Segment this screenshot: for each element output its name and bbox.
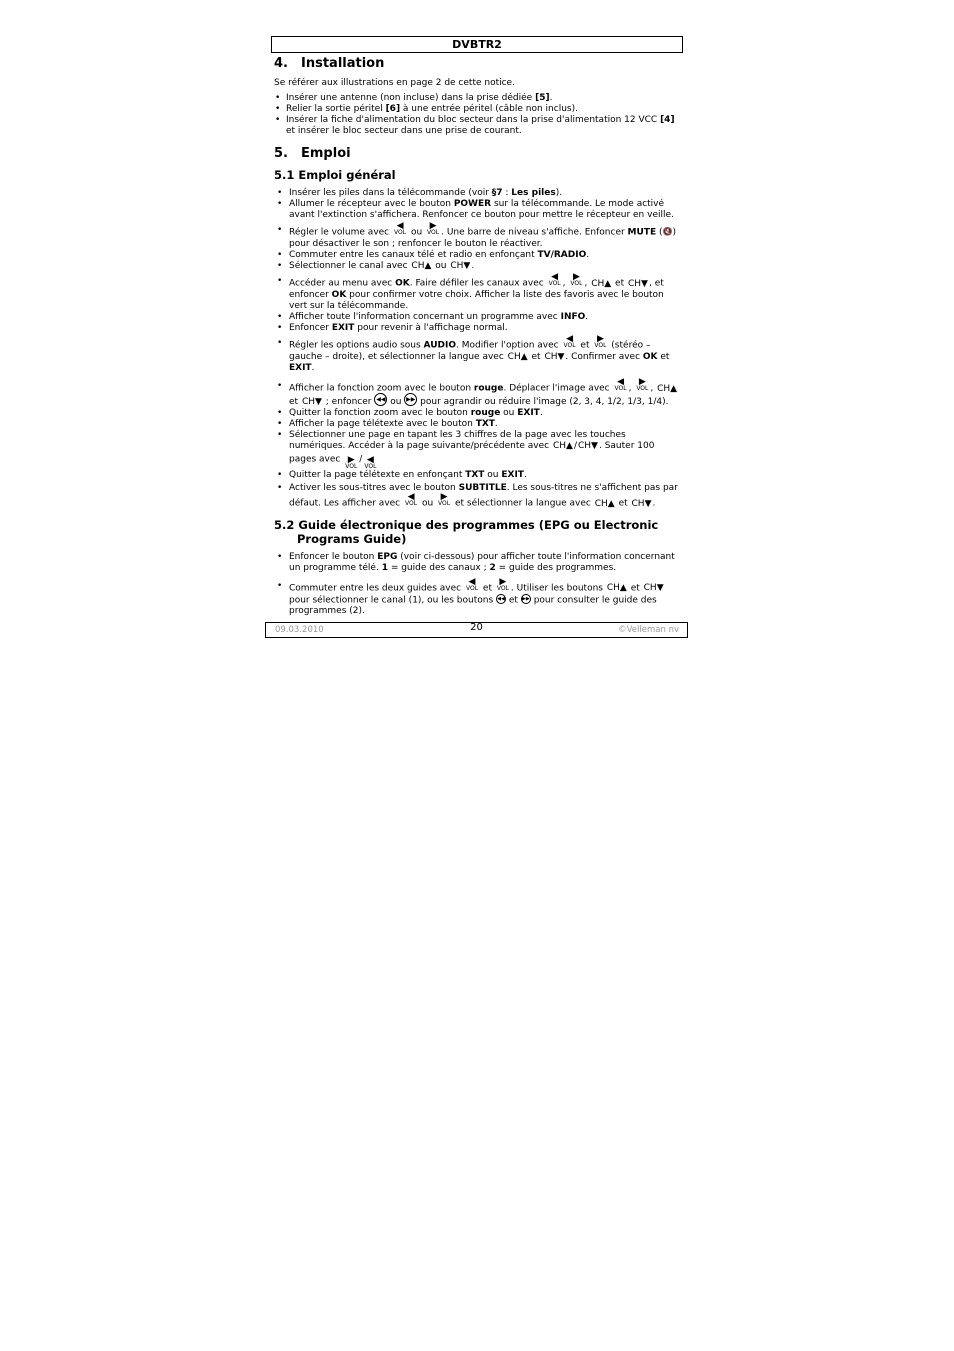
vol-left-icon: ◀ VOL bbox=[563, 334, 576, 349]
vol-right-icon: ▶ VOL bbox=[345, 455, 358, 470]
fast-forward-icon: ▶▶ bbox=[404, 393, 417, 406]
vol-right-icon: ▶ VOL bbox=[636, 377, 649, 392]
ch-up-icon: CH▲ bbox=[606, 583, 627, 593]
section-4-intro: Se référer aux illustrations en page 2 de cette notice. bbox=[274, 78, 515, 88]
section-5-1-list bbox=[271, 188, 683, 512]
ch-up-icon: CH▲ bbox=[591, 278, 612, 289]
ch-down-icon: CH▼ bbox=[301, 397, 322, 407]
vol-left-icon: ◀ VOL bbox=[548, 272, 561, 287]
list-item: • Relier la sortie péritel [6] à une entrée péritel (câble non inclus). bbox=[271, 104, 683, 115]
list-item: • Insérer les piles dans la télécommande (voir §7 : Les piles). bbox=[271, 188, 683, 199]
list-item: • Afficher toute l'information concernant un programme avec INFO. bbox=[271, 312, 683, 323]
list-item: • Quitter la page télétexte en enfonçant TXT ou EXIT. bbox=[271, 470, 683, 481]
vol-left-icon: ◀ VOL bbox=[394, 221, 407, 236]
vol-left-icon: ◀ VOL bbox=[405, 492, 418, 507]
ch-down-icon: CH▼ bbox=[544, 352, 565, 362]
ch-down-icon: CH▼ bbox=[631, 498, 652, 509]
vol-left-icon: ◀ VOL bbox=[364, 455, 377, 470]
ch-up-icon: CH▲ bbox=[594, 498, 615, 509]
list-item: • Commuter entre les canaux télé et radio en enfonçant TV/RADIO. bbox=[271, 250, 683, 261]
ch-down-icon: CH▼ bbox=[643, 583, 664, 593]
ch-down-icon: CH▼ bbox=[450, 261, 471, 271]
list-item: • Quitter la fonction zoom avec le bouton rouge ou EXIT. bbox=[271, 408, 683, 419]
section-5-heading: 5. Emploi bbox=[274, 146, 351, 161]
list-item: • Activer les sous-titres avec le bouton SUBTITLE. Les sous-titres ne s'affichent pas par défaut. Les afficher avec ◀ VOL ou ▶ VOL et sélectionner la langue avec CH▲ et CH▼. bbox=[271, 481, 683, 512]
ch-up-icon: CH▲ bbox=[411, 261, 432, 271]
list-item: • Sélectionner une page en tapant les 3 chiffres de la page avec les touches numériques. Accéder à la page suivante/précédente avec CH▲/CH▼. Sauter 100 pages avec ▶ VOL/ ◀ VOL bbox=[271, 430, 683, 466]
list-item: • Allumer le récepteur avec le bouton POWER sur la télécommande. Le mode activé avant l'extinction s'affichera. Renfoncer ce bouton pour mettre le récepteur en veille. bbox=[271, 199, 683, 221]
section-4-heading: 4. Installation bbox=[274, 56, 385, 71]
list-item: • Insérer une antenne (non incluse) dans la prise dédiée [5]. bbox=[271, 93, 683, 104]
rewind-icon: ◀◀ bbox=[497, 595, 505, 602]
page bbox=[271, 36, 683, 622]
section-5-2-heading: 5.2 Guide électronique des programmes (EPG ou Electronic Programs Guide) bbox=[274, 517, 659, 546]
page-header bbox=[271, 36, 683, 53]
ch-up-icon: CH▲ bbox=[507, 352, 528, 362]
list-item: • Enfoncer EXIT pour revenir à l'affichage normal. bbox=[271, 323, 683, 334]
section-5-1-heading: 5.1 Emploi général bbox=[274, 168, 396, 182]
header-title: DVBTR2 bbox=[452, 38, 502, 51]
list-item: • Enfoncer le bouton EPG (voir ci-dessous) pour afficher toute l'information concernant un programme télé. 1 = guide des canaux ; 2 = guide des programmes. bbox=[271, 552, 683, 574]
vol-left-icon: ◀ VOL bbox=[465, 576, 479, 592]
mute-icon: 🔇 bbox=[662, 227, 673, 236]
page-number: 20 bbox=[470, 622, 483, 633]
vol-right-icon: ▶ VOL bbox=[594, 334, 607, 349]
page-footer bbox=[265, 622, 688, 638]
ch-down-icon: CH▼ bbox=[578, 441, 598, 451]
list-item: • Afficher la fonction zoom avec le bouton rouge. Déplacer l'image avec ◀ VOL , ▶ VOL , CH▲ et CH▼ ; enfoncer ◀◀ ou ▶▶ pour agrandir ou réduire l'image (2, 3, 4, 1/2, 1/3, 1/4). bbox=[271, 381, 683, 408]
list-item: • Accéder au menu avec OK. Faire défiler les canaux avec ◀ VOL , ▶ VOL , CH▲ et CH▼, et enfoncer OK pour confirmer votre choix. Afficher la liste des favoris avec le bouton vert sur la télécommande. bbox=[271, 276, 683, 312]
ch-down-icon: CH▼ bbox=[627, 278, 648, 289]
vol-left-icon: ◀ VOL bbox=[614, 377, 627, 392]
vol-right-icon: ▶ VOL bbox=[438, 492, 451, 507]
list-item: • Régler le volume avec ◀ VOL ou ▶ VOL . Une barre de niveau s'affiche. Enfoncer MUTE (🔇) pour désactiver le son ; renfoncer le bouton le réactiver. bbox=[271, 225, 683, 250]
vol-right-icon: ▶ VOL bbox=[427, 221, 440, 236]
list-item: • Régler les options audio sous AUDIO. Modifier l'option avec ◀ VOL et ▶ VOL (stéréo – gauche – droite), et sélectionner la langue avec CH▲ et CH▼. Confirmer avec OK et EXIT. bbox=[271, 338, 683, 374]
list-item: • Insérer la fiche d'alimentation du bloc secteur dans la prise d'alimentation 12 VCC [4] et insérer le bloc secteur dans une prise de courant. bbox=[271, 115, 683, 137]
vol-right-icon: ▶ VOL bbox=[496, 576, 509, 592]
rewind-icon: ◀◀ bbox=[374, 393, 387, 406]
list-item: • Afficher la page télétexte avec le bouton TXT. bbox=[271, 419, 683, 430]
fast-forward-icon: ▶▶ bbox=[521, 595, 530, 602]
list-item: • Commuter entre les deux guides avec ◀ VOL et ▶ VOL . Utiliser les boutons CH▲ et CH▼ pour sélectionner le canal (1), ou les boutons ◀◀ et ▶▶ pour consulter le guide des programmes (2). bbox=[271, 581, 683, 618]
footer-date: 09.03.2010 bbox=[275, 625, 324, 635]
footer-copyright: ©Velleman nv bbox=[618, 625, 679, 635]
section-5-2-list bbox=[271, 552, 683, 618]
ch-up-icon: CH▲ bbox=[657, 383, 678, 394]
vol-right-icon: ▶ VOL bbox=[570, 272, 583, 287]
ch-up-icon: CH▲ bbox=[552, 441, 573, 451]
section-4-list bbox=[271, 93, 683, 137]
list-item: • Sélectionner le canal avec CH▲ ou CH▼. bbox=[271, 261, 683, 272]
